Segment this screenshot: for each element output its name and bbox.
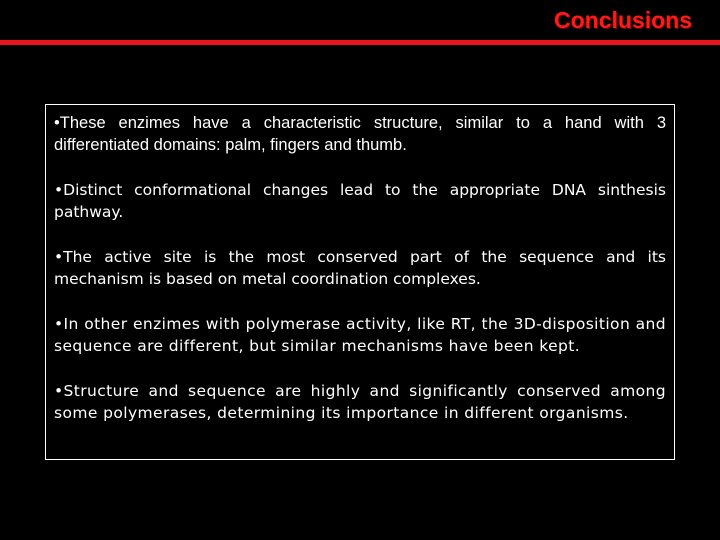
bullet-point: •These enzimes have a characteristic structure, similar to a hand with 3 differentiated domains: palm, fingers and thumb. xyxy=(54,114,666,154)
slide-title: Conclusions xyxy=(553,7,692,33)
conclusions-box xyxy=(45,104,675,460)
bullet-point: •In other enzimes with polymerase activity, like RT, the 3D-disposition and sequence are different, but similar mechanisms have been kept. xyxy=(54,315,666,355)
bullet-point: •Structure and sequence are highly and significantly conserved among some polymerases, determining its importance in different organisms. xyxy=(54,382,666,422)
bullet-point: •Distinct conformational changes lead to the appropriate DNA sinthesis pathway. xyxy=(54,181,666,221)
title-divider xyxy=(0,40,720,45)
bullet-point: •The active site is the most conserved part of the sequence and its mechanism is based on metal coordination complexes. xyxy=(54,248,666,288)
